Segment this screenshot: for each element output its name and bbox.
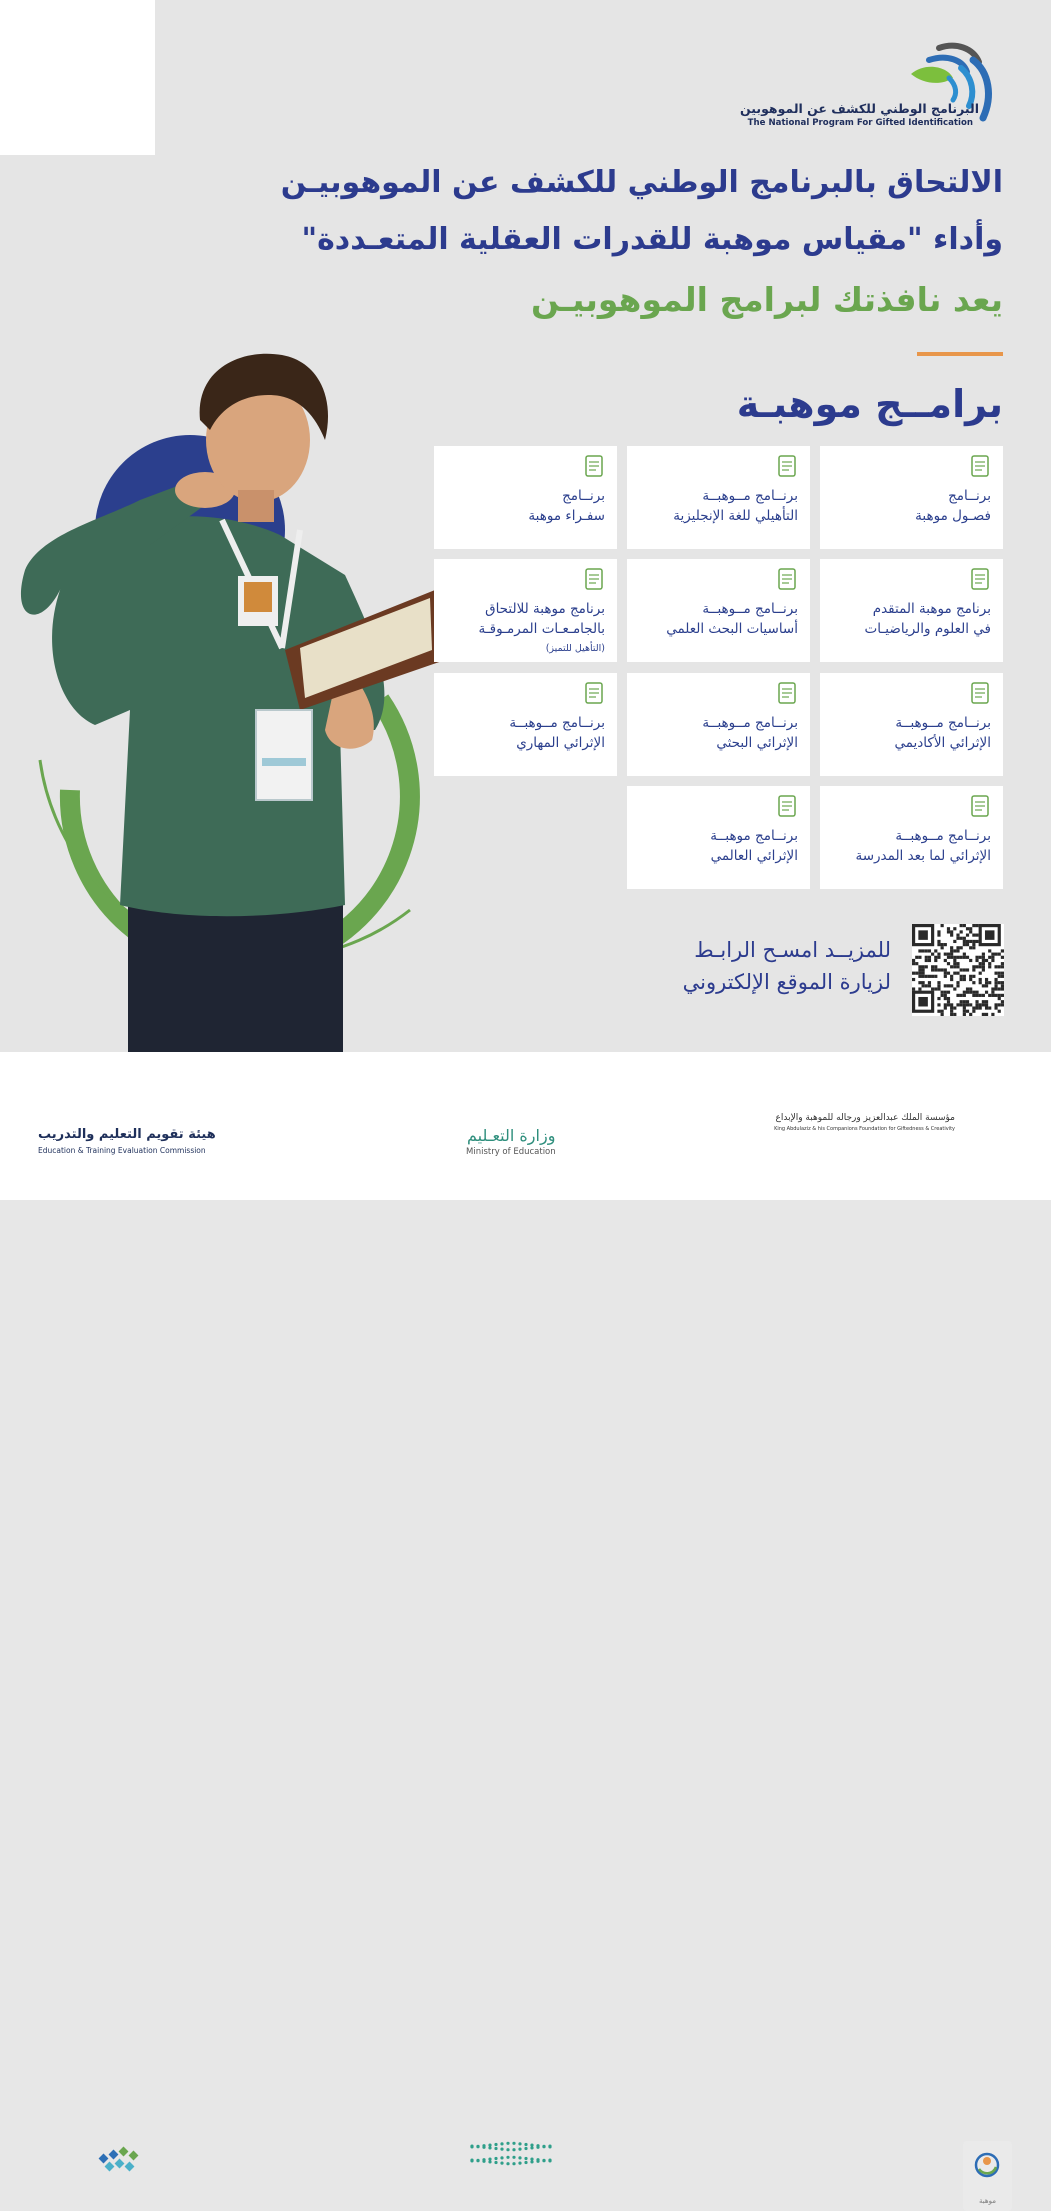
poster-main [0, 0, 1051, 1052]
globe-graduation-icon [579, 564, 609, 594]
etec-logo-icon [96, 2147, 146, 2177]
program-card[interactable] [434, 673, 617, 776]
section-title: برامــج موهبـة [736, 382, 1003, 426]
etec-name-arabic: هيئة تقويم التعليم والتدريب [38, 1127, 216, 1142]
moe-logo-icon [468, 2139, 554, 2173]
program-card-line1: برنــامج [562, 488, 605, 504]
mawhiba-name-arabic: مؤسسة الملك عبدالعزيز ورجاله للموهبة والإبداع [775, 1113, 955, 1123]
backpack-icon [965, 451, 995, 481]
program-card-line1: برنــامج مــوهبــة [895, 828, 991, 844]
corner-panel [0, 0, 155, 155]
program-card[interactable] [820, 446, 1003, 549]
head-gear-icon [579, 678, 609, 708]
program-card-line1: برنامج موهبة للالتحاق [485, 601, 605, 617]
program-card-line2: التأهيلي للغة الإنجليزية [673, 508, 798, 524]
headline-line-2: وأداء "مقياس موهبة للقدرات العقلية المتعـددة" [301, 222, 1003, 257]
headline-line-3: يعد نافذتك لبرامج الموهوبيـن [531, 280, 1003, 319]
calculator-icon [965, 564, 995, 594]
program-card-line2: أساسيات البحث العلمي [666, 621, 798, 637]
program-card-line1: برنــامج مــوهبــة [509, 715, 605, 731]
program-card-line2: الإثرائي البحثي [716, 735, 798, 751]
student-photo [0, 330, 460, 1052]
program-card-line1: برنــامج مــوهبــة [702, 488, 798, 504]
program-card[interactable] [820, 559, 1003, 662]
program-card-line1: برنــامج مــوهبــة [702, 601, 798, 617]
mawhiba-logo-box [963, 2141, 1012, 2211]
program-card-line1: برنــامج موهبــة [710, 828, 798, 844]
book-icon [772, 451, 802, 481]
mawhiba-logo-icon [963, 2141, 1012, 2191]
research-icon [772, 564, 802, 594]
map-icon [579, 451, 609, 481]
program-card[interactable] [627, 446, 810, 549]
program-card-line2: بالجامـعـات المرمـوقـة [478, 621, 605, 637]
cta-line-1: للمزيــد امسـح الرابـط [694, 938, 891, 962]
program-card-line2: الإثرائي الأكاديمي [894, 735, 991, 751]
qr-code-icon[interactable] [912, 924, 1004, 1016]
global-icon [772, 791, 802, 821]
program-card-line2: الإثرائي العالمي [710, 848, 798, 864]
program-card[interactable] [820, 673, 1003, 776]
clock-icon [965, 791, 995, 821]
program-card[interactable] [627, 673, 810, 776]
program-card[interactable] [434, 446, 617, 549]
mawhiba-label: موهبة [979, 2197, 996, 2205]
program-card[interactable] [820, 786, 1003, 889]
headline-line-1: الالتحاق بالبرنامج الوطني للكشف عن الموهوبيـن [280, 165, 1003, 200]
books-stack-icon [965, 678, 995, 708]
program-card-line2: في العلوم والرياضيـات [864, 621, 991, 637]
chart-search-icon [772, 678, 802, 708]
mawhiba-name-english: King Abdulaziz & his Companions Foundation for Giftedness & Creativity [774, 1126, 955, 1132]
moe-name-arabic: وزارة التعـليم [467, 1126, 556, 1145]
program-card[interactable] [627, 786, 810, 889]
program-card-line3: (التأهيل للتميز) [545, 643, 605, 654]
moe-name-english: Ministry of Education [466, 1147, 556, 1157]
cta-line-2: لزيارة الموقع الإلكتروني [682, 970, 891, 994]
divider [917, 352, 1003, 356]
etec-name-english: Education & Training Evaluation Commission [38, 1146, 206, 1155]
program-card[interactable] [434, 559, 617, 662]
program-card-line1: برنــامج [948, 488, 991, 504]
ngi-logo-arabic: البرنامج الوطني للكشف عن الموهوبين [740, 101, 979, 116]
program-card-line2: سفـراء موهبة [528, 508, 605, 524]
program-card-line2: الإثرائي المهاري [516, 735, 605, 751]
ngi-logo-english: The National Program For Gifted Identification [747, 118, 973, 128]
program-card-line1: برنــامج مــوهبــة [895, 715, 991, 731]
program-card-line2: فصـول موهبة [915, 508, 991, 524]
program-card[interactable] [627, 559, 810, 662]
program-card-line1: برنامج موهبة المتقدم [872, 601, 991, 617]
program-card-line1: برنــامج مــوهبــة [702, 715, 798, 731]
program-card-line2: الإثرائي لما بعد المدرسة [855, 848, 991, 864]
